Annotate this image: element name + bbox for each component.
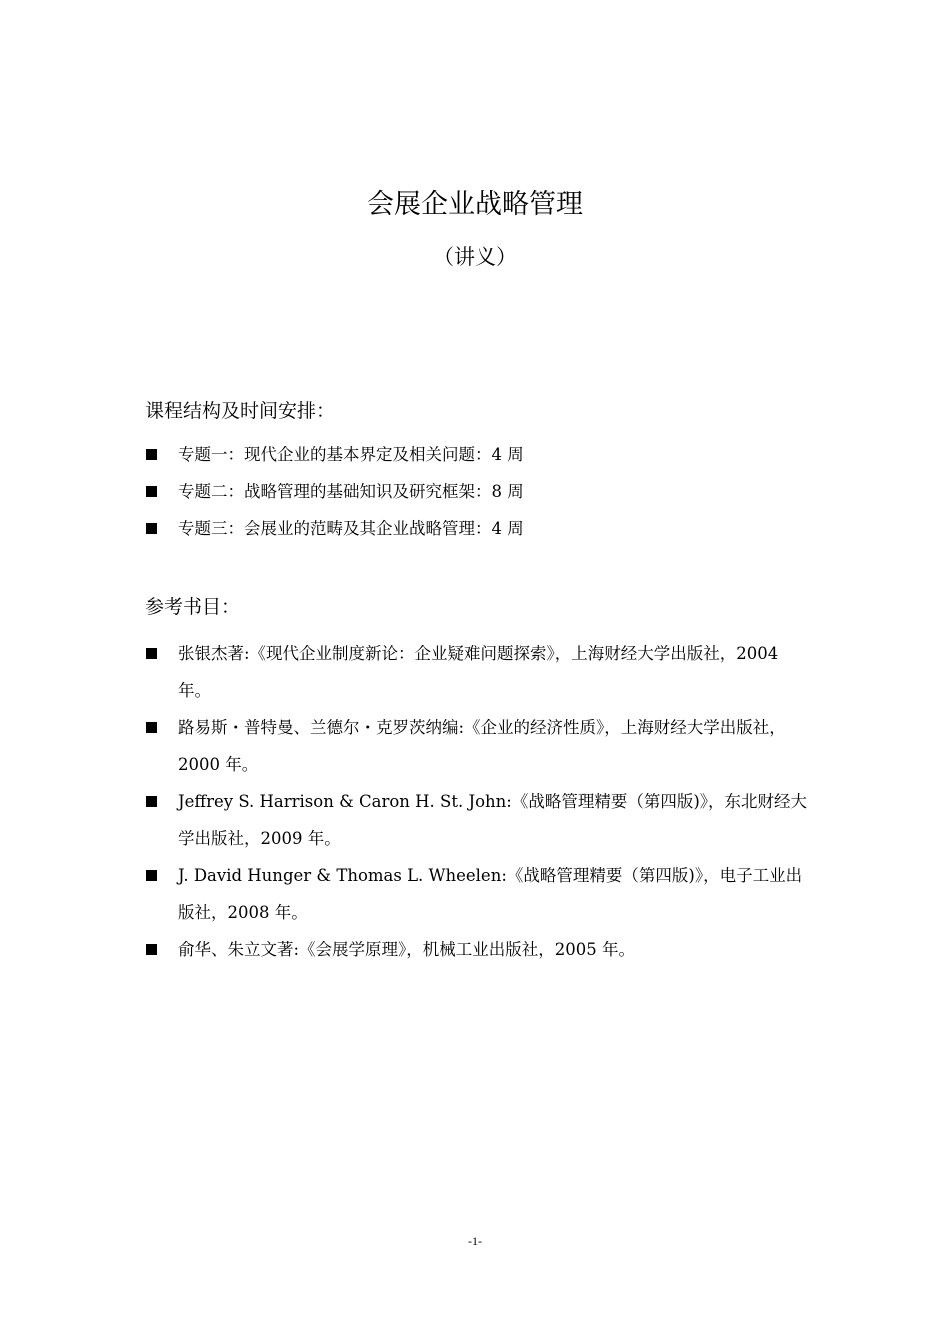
list-item-text: 专题三：会展业的范畴及其企业战略管理：4 周 bbox=[178, 519, 524, 538]
list-item-text: J. David Hunger & Thomas L. Wheelen:《战略管理精要（第四版)》，电子工业出版社，2008 年。 bbox=[178, 866, 803, 922]
square-bullet-icon bbox=[146, 648, 157, 659]
list-item bbox=[145, 709, 815, 783]
list-item-text: 张银杰著:《现代企业制度新论：企业疑难问题探索》，上海财经大学出版社，2004 年。 bbox=[178, 644, 779, 700]
list-item-text: Jeffrey S. Harrison & Caron H. St. John:《战略管理精要（第四版)》，东北财经大学出版社，2009 年。 bbox=[178, 792, 808, 848]
course-structure-list bbox=[145, 436, 815, 547]
square-bullet-icon bbox=[146, 722, 157, 733]
list-item bbox=[145, 931, 815, 968]
list-item-text: 俞华、朱立文著:《会展学原理》，机械工业出版社，2005 年。 bbox=[178, 940, 636, 959]
document-subtitle: （讲义） bbox=[433, 245, 517, 269]
list-item-text: 专题一：现代企业的基本界定及相关问题：4 周 bbox=[178, 445, 524, 464]
list-item bbox=[145, 635, 815, 709]
square-bullet-icon bbox=[146, 523, 157, 534]
list-item bbox=[145, 473, 815, 510]
square-bullet-icon bbox=[146, 796, 157, 807]
list-item-text: 专题二：战略管理的基础知识及研究框架：8 周 bbox=[178, 482, 524, 501]
page-number: -1- bbox=[468, 1234, 482, 1248]
list-item bbox=[145, 436, 815, 473]
list-item bbox=[145, 857, 815, 931]
square-bullet-icon bbox=[146, 870, 157, 881]
course-structure-heading: 课程结构及时间安排： bbox=[145, 400, 336, 422]
list-item bbox=[145, 783, 815, 857]
references-heading: 参考书目： bbox=[145, 596, 241, 618]
square-bullet-icon bbox=[146, 944, 157, 955]
references-list bbox=[145, 635, 815, 968]
list-item bbox=[145, 510, 815, 547]
document-title: 会展企业战略管理 bbox=[367, 189, 583, 220]
square-bullet-icon bbox=[146, 486, 157, 497]
square-bullet-icon bbox=[146, 449, 157, 460]
list-item-text: 路易斯・普特曼、兰德尔・克罗茨纳编:《企业的经济性质》，上海财经大学出版社，2000 年。 bbox=[178, 718, 786, 774]
